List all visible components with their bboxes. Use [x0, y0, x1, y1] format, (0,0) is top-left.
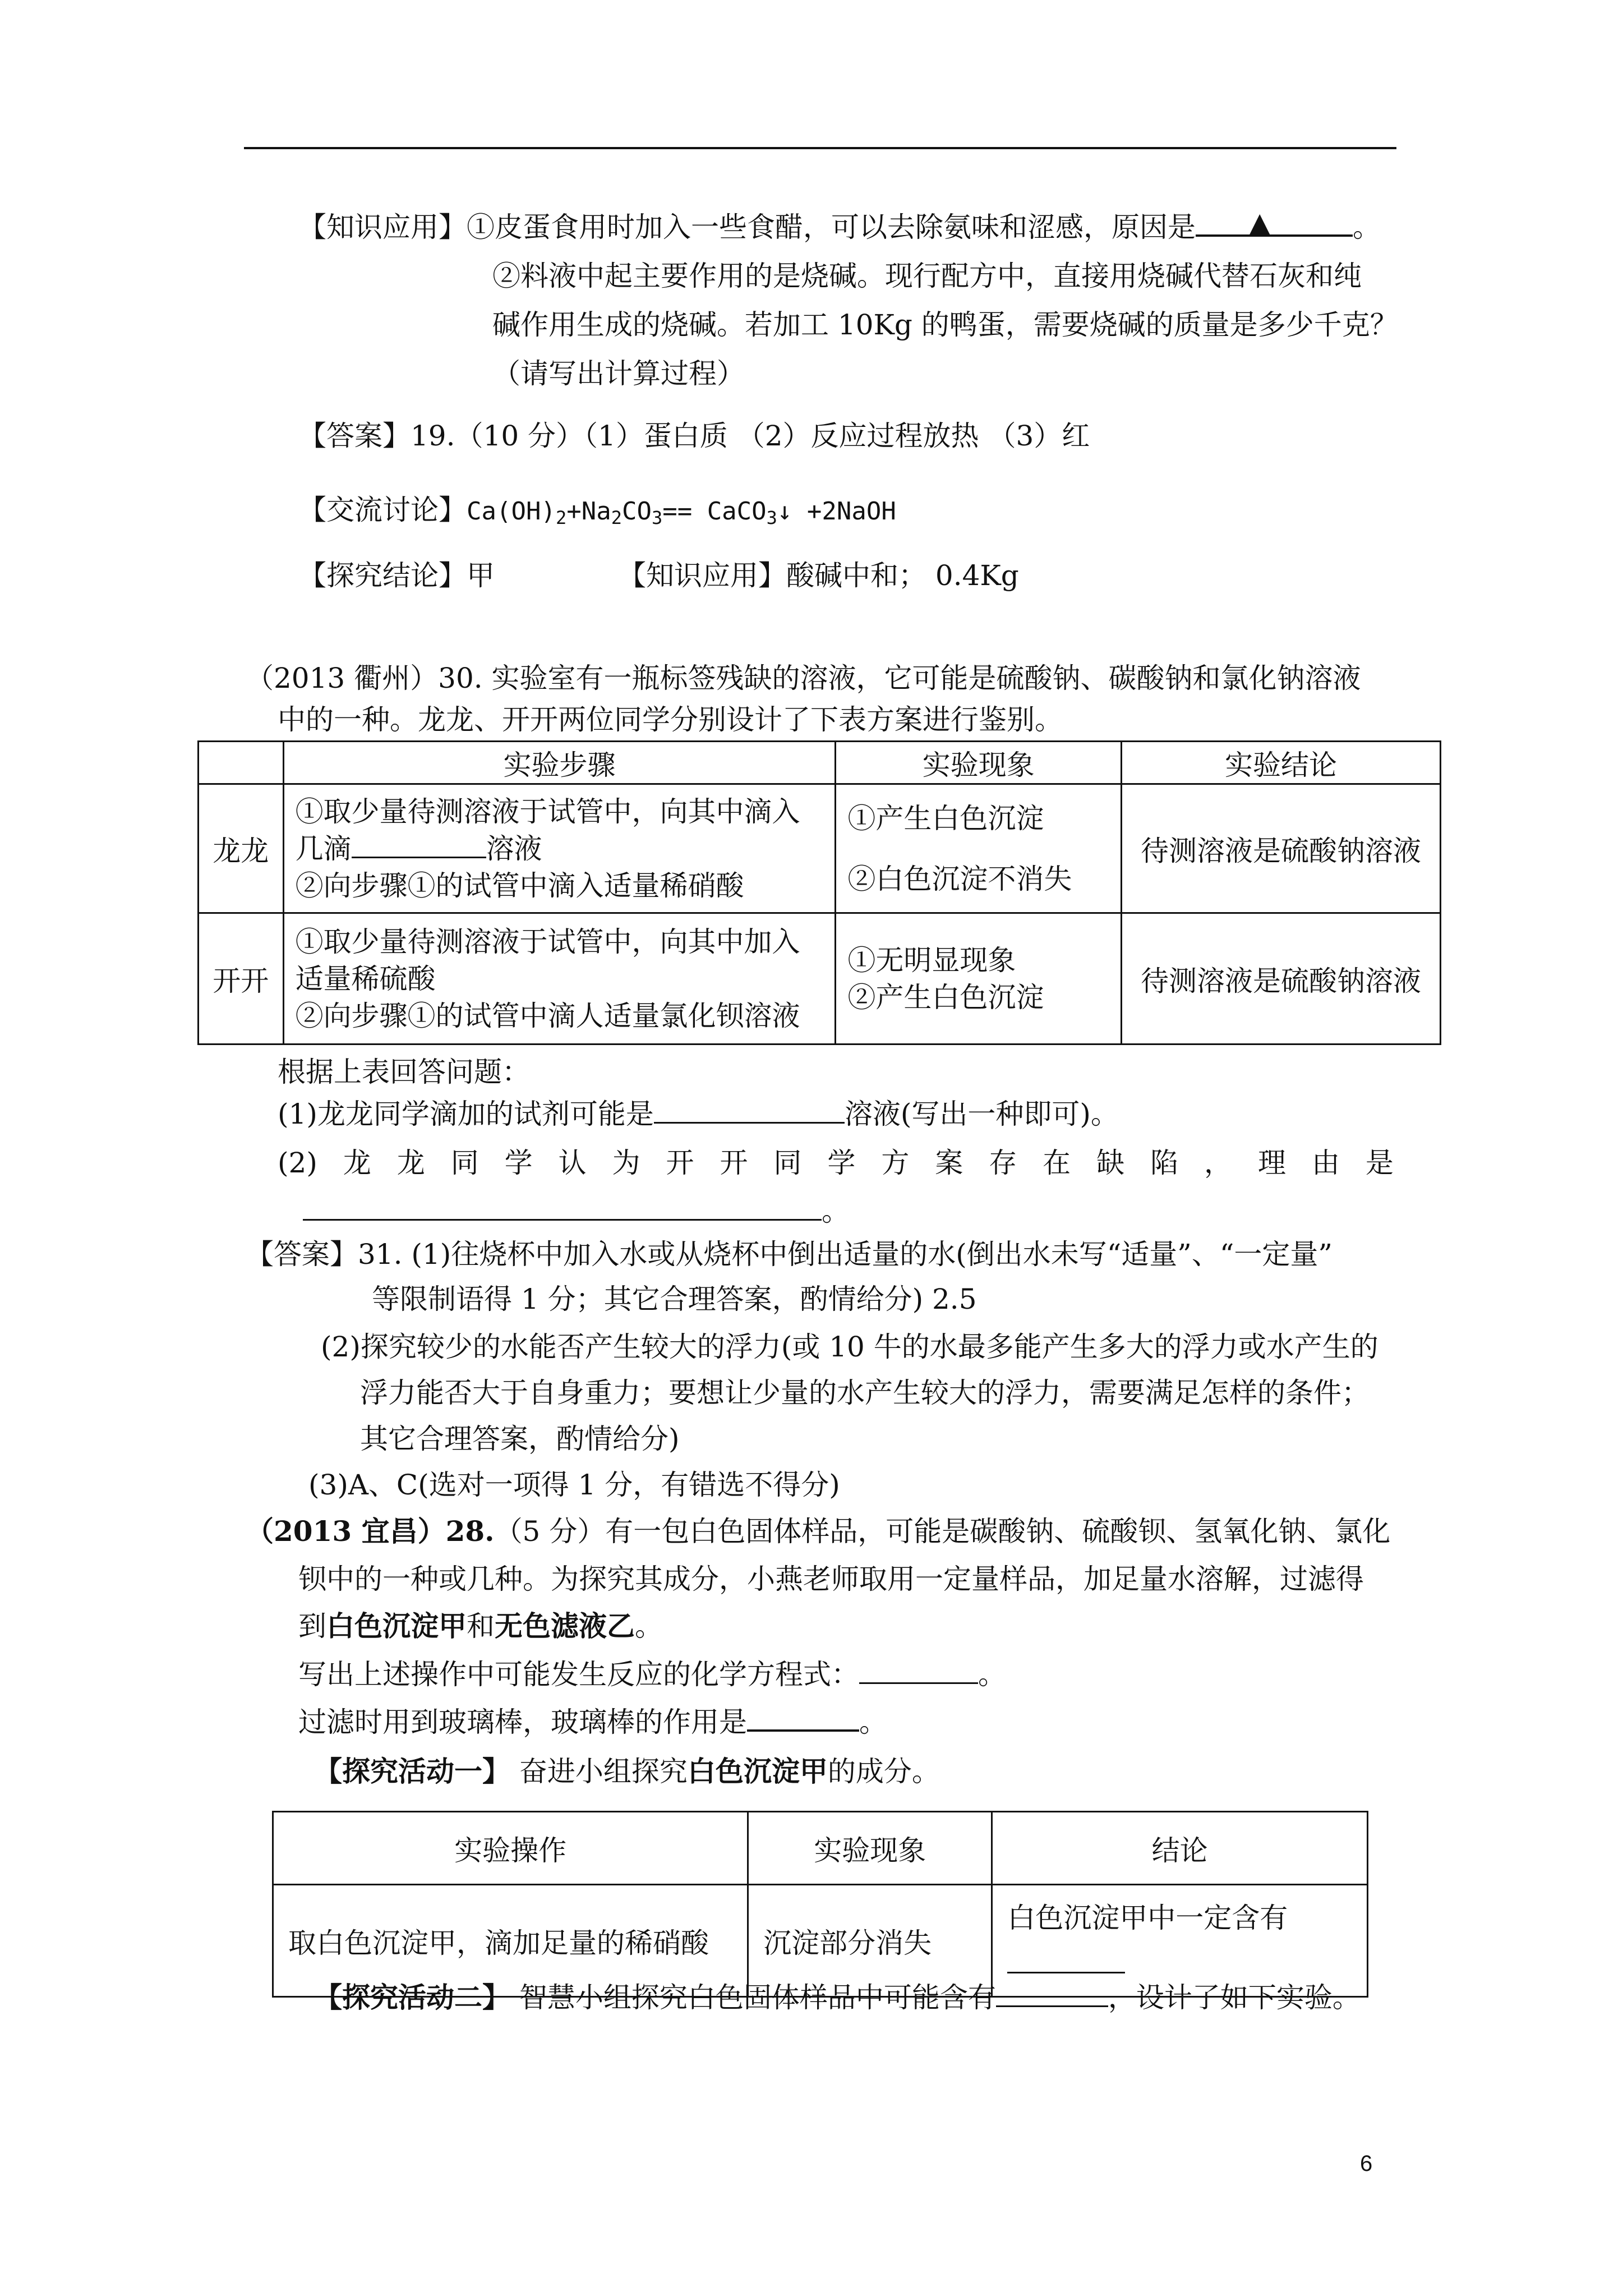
table-row	[199, 784, 1441, 913]
knowledge-application-q2-line3: （请写出计算过程）	[492, 357, 745, 390]
q28-line4: 写出上述操作中可能发生反应的化学方程式： 。	[298, 1658, 1006, 1691]
knowledge-application-answer: 【知识应用】酸碱中和； 0.4Kg	[618, 559, 1019, 592]
header-phenomena: 实验现象	[748, 1812, 992, 1885]
phenomena-cell: 沉淀部分消失	[748, 1885, 992, 1997]
answer-blank	[1196, 206, 1353, 239]
q30-after: 根据上表回答问题：	[278, 1056, 530, 1088]
answer-blank	[747, 1707, 859, 1732]
answer-blank	[996, 1983, 1108, 2007]
knowledge-application-q2-line2: 碱作用生成的烧碱。若加工 10Kg 的鸭蛋，需要烧碱的质量是多少千克？	[492, 309, 1398, 341]
q28-line1: （2013 宜昌）28.（5 分）有一包白色固体样品，可能是碳酸钠、硫酸钡、氢氧化钠、氯化	[246, 1515, 1391, 1548]
q28-table	[272, 1811, 1368, 1998]
phenomena-cell: ①无明显现象 ②产生白色沉淀	[836, 913, 1122, 1045]
triangle-mark: ▲	[1249, 206, 1271, 239]
steps-cell: ①取少量待测溶液于试管中，向其中滴入 几滴 溶液 ②向步骤①的试管中滴入适量稀硝酸	[283, 784, 836, 913]
knowledge-application-q2-line1: ②料液中起主要作用的是烧碱。现行配方中，直接用烧碱代替石灰和纯	[492, 260, 1362, 292]
table-header-row	[273, 1812, 1368, 1885]
q28-line5: 过滤时用到玻璃棒，玻璃棒的作用是 。	[298, 1706, 887, 1738]
q30-line1: （2013 衢州）30. 实验室有一瓶标签残缺的溶液，它可能是硫酸钠、碳酸钠和氯化钠溶液	[246, 662, 1361, 694]
header-steps: 实验步骤	[283, 742, 836, 784]
header-operation: 实验操作	[273, 1812, 748, 1885]
q28-activity1: 【探究活动一】 奋进小组探究白色沉淀甲的成分。	[314, 1755, 940, 1788]
header-rule	[244, 147, 1396, 149]
answer-blank	[303, 1197, 822, 1221]
steps-cell: ①取少量待测溶液于试管中，向其中加入 适量稀硫酸 ②向步骤①的试管中滴人适量氯化钡溶液	[283, 913, 836, 1045]
q28-line2: 钡中的一种或几种。为探究其成分，小燕老师取用一定量样品，加足量水溶解，过滤得	[298, 1563, 1364, 1595]
answer-blank	[859, 1660, 978, 1684]
table-row	[199, 913, 1441, 1045]
q30-table	[197, 740, 1441, 1045]
chemical-equation: $Ca(OH)_2+Na_2CO_3==$ CaCO$_3$↓ +2NaOH	[467, 497, 896, 528]
student-name: 龙龙	[199, 784, 284, 913]
student-name: 开开	[199, 913, 284, 1045]
header-conclusion: 实验结论	[1122, 742, 1441, 784]
answer-31-line4: 浮力能否大于自身重力；要想让少量的水产生较大的浮力，需要满足怎样的条件；	[360, 1377, 1370, 1409]
answer-31-line2: 等限制语得 1 分；其它合理答案，酌情给分) 2.5	[372, 1283, 977, 1315]
q30-line2: 中的一种。龙龙、开开两位同学分别设计了下表方案进行鉴别。	[278, 703, 1063, 736]
answer-31-line5: 其它合理答案，酌情给分)	[360, 1423, 680, 1455]
answer-blank	[1007, 1949, 1125, 1973]
header-conclusion: 结论	[992, 1812, 1368, 1885]
q28-activity2: 【探究活动二】 智慧小组探究白色固体样品中可能含有 ，设计了如下实验。	[314, 1981, 1361, 2014]
answer-31-line1: 【答案】31. (1)往烧杯中加入水或从烧杯中倒出适量的水(倒出水未写“适量”、“一定量”	[246, 1238, 1332, 1271]
q30-sub2: (2) 龙 龙 同 学 认 为 开 开 同 学 方 案 存 在 缺 陷 ， 理 由 是	[278, 1147, 1394, 1179]
q30-sub2-blank-line: 。	[303, 1193, 850, 1230]
header-phenomena: 实验现象	[836, 742, 1122, 784]
knowledge-application-q1: 【知识应用】①皮蛋食用时加入一些食醋，可以去除氨味和涩感，原因是 ▲ 。	[298, 209, 1381, 246]
answer-19: 【答案】19.（10 分）（1）蛋白质 （2）反应过程放热 （3）红	[298, 420, 1090, 452]
inquiry-conclusion: 【探究结论】甲	[298, 559, 495, 592]
conclusion-cell: 白色沉淀甲中一定含有	[992, 1885, 1368, 1997]
conclusion-cell: 待测溶液是硫酸钠溶液	[1122, 913, 1441, 1045]
table-header-row	[199, 742, 1441, 784]
q30-sub1: (1)龙龙同学滴加的试剂可能是 溶液(写出一种即可)。	[278, 1098, 1119, 1130]
q28-line3: 到白色沉淀甲和无色滤液乙。	[298, 1609, 663, 1642]
phenomena-cell: ①产生白色沉淀 ②白色沉淀不消失	[836, 784, 1122, 913]
operation-cell: 取白色沉淀甲，滴加足量的稀硝酸	[273, 1885, 748, 1997]
answer-blank	[352, 834, 486, 858]
page-number: 6	[1360, 2151, 1373, 2176]
answer-blank	[654, 1099, 845, 1124]
answer-31-line6: (3)A、C(选对一项得 1 分，有错选不得分)	[308, 1469, 840, 1501]
section-label: 【知识应用】	[298, 211, 467, 243]
answer-31-line3: (2)探究较少的水能否产生较大的浮力(或 10 牛的水最多能产生多大的浮力或水产生的	[321, 1331, 1378, 1363]
conclusion-cell: 待测溶液是硫酸钠溶液	[1122, 784, 1441, 913]
discussion: 【交流讨论】$Ca(OH)_2+Na_2CO_3==$ CaCO$_3$↓ +2NaOH	[298, 494, 896, 528]
